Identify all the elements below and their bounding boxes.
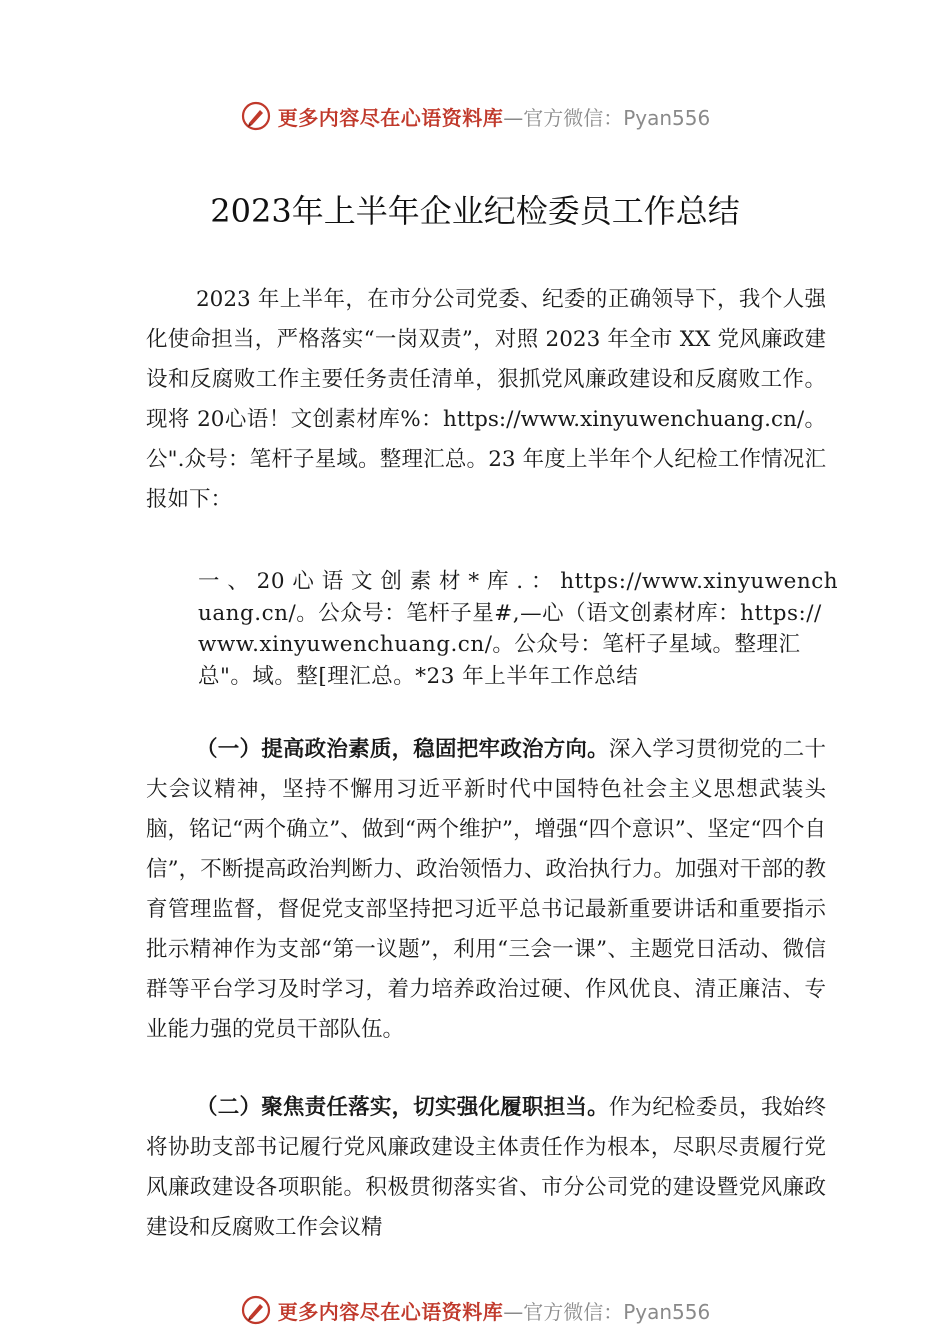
paragraph-body: 深入学习贯彻党的二十大会议精神，坚持不懈用习近平新时代中国特色社会主义思想武装头脑，铭记“两个确立”、做到“两个维护”，增强“四个意识”、坚定“四个自信”，不断提高政治判断力、政治领悟力、政治执行力。加强对干部的教育管理监督，督促党支部坚持把习近平总书记最新重要讲话和重要指示批示精神作为支部“第一议题”，利用“三会一课”、主题党日活动、微信群等平台学习及时学习，着力培养政治过硬、作风优良、清正廉洁、专业能力强的党员干部队伍。 xyxy=(146,737,826,1042)
document-title: 2023年上半年企业纪检委员工作总结 xyxy=(210,192,740,230)
header-banner xyxy=(0,96,950,136)
footer-banner xyxy=(0,1290,950,1330)
intro-paragraph: 2023 年上半年，在市分公司党委、纪委的正确领导下，我个人强化使命担当，严格落实“一岗双责”，对照 2023 年全市 XX 党风廉政建设和反腐败工作主要任务责任清单，狠抓党风廉政建设和反腐败工作。现将 20心语！文创素材库%：https://www.xinyuwenchuang.cn/。公".众号：笔杆子星域。整理汇总。23 年度上半年个人纪检工作情况汇报如下： xyxy=(146,287,826,512)
section-heading-item: 一 、 20 心 语 文 创 素 材 * 库 . ： https://www.xinyuwenchuang.cn/。公众号：笔杆子星#,—心（语文创素材库：https://www.xinyuwenchuang.cn/。公众号：笔杆子星域。整理汇总"。域。整[理汇总。*23 年上半年工作总结 xyxy=(198,569,839,689)
paragraph-heading: （二）聚焦责任落实，切实强化履职担当。 xyxy=(196,1095,609,1120)
paragraph-responsibility xyxy=(146,1088,826,1248)
paragraph-body: 作为纪检委员，我始终将协助支部书记履行党风廉政建设主体责任作为根本，尽职尽责履行党风廉政建设各项职能。积极贯彻落实省、市分公司党的建设暨党风廉政建设和反腐败工作会议精 xyxy=(146,1095,826,1240)
banner-brand-text: 更多内容尽在心语资料库 xyxy=(277,1299,504,1324)
banner-brand-text: 更多内容尽在心语资料库 xyxy=(277,105,504,130)
pen-logo-icon xyxy=(240,1294,272,1326)
paragraph-heading: （一）提高政治素质，稳固把牢政治方向。 xyxy=(196,737,609,762)
paragraph-political-quality xyxy=(146,730,826,1050)
pen-logo-icon xyxy=(240,100,272,132)
banner-wechat-text: —官方微信：Pyan556 xyxy=(503,105,711,130)
banner-wechat-text: —官方微信：Pyan556 xyxy=(503,1299,711,1324)
